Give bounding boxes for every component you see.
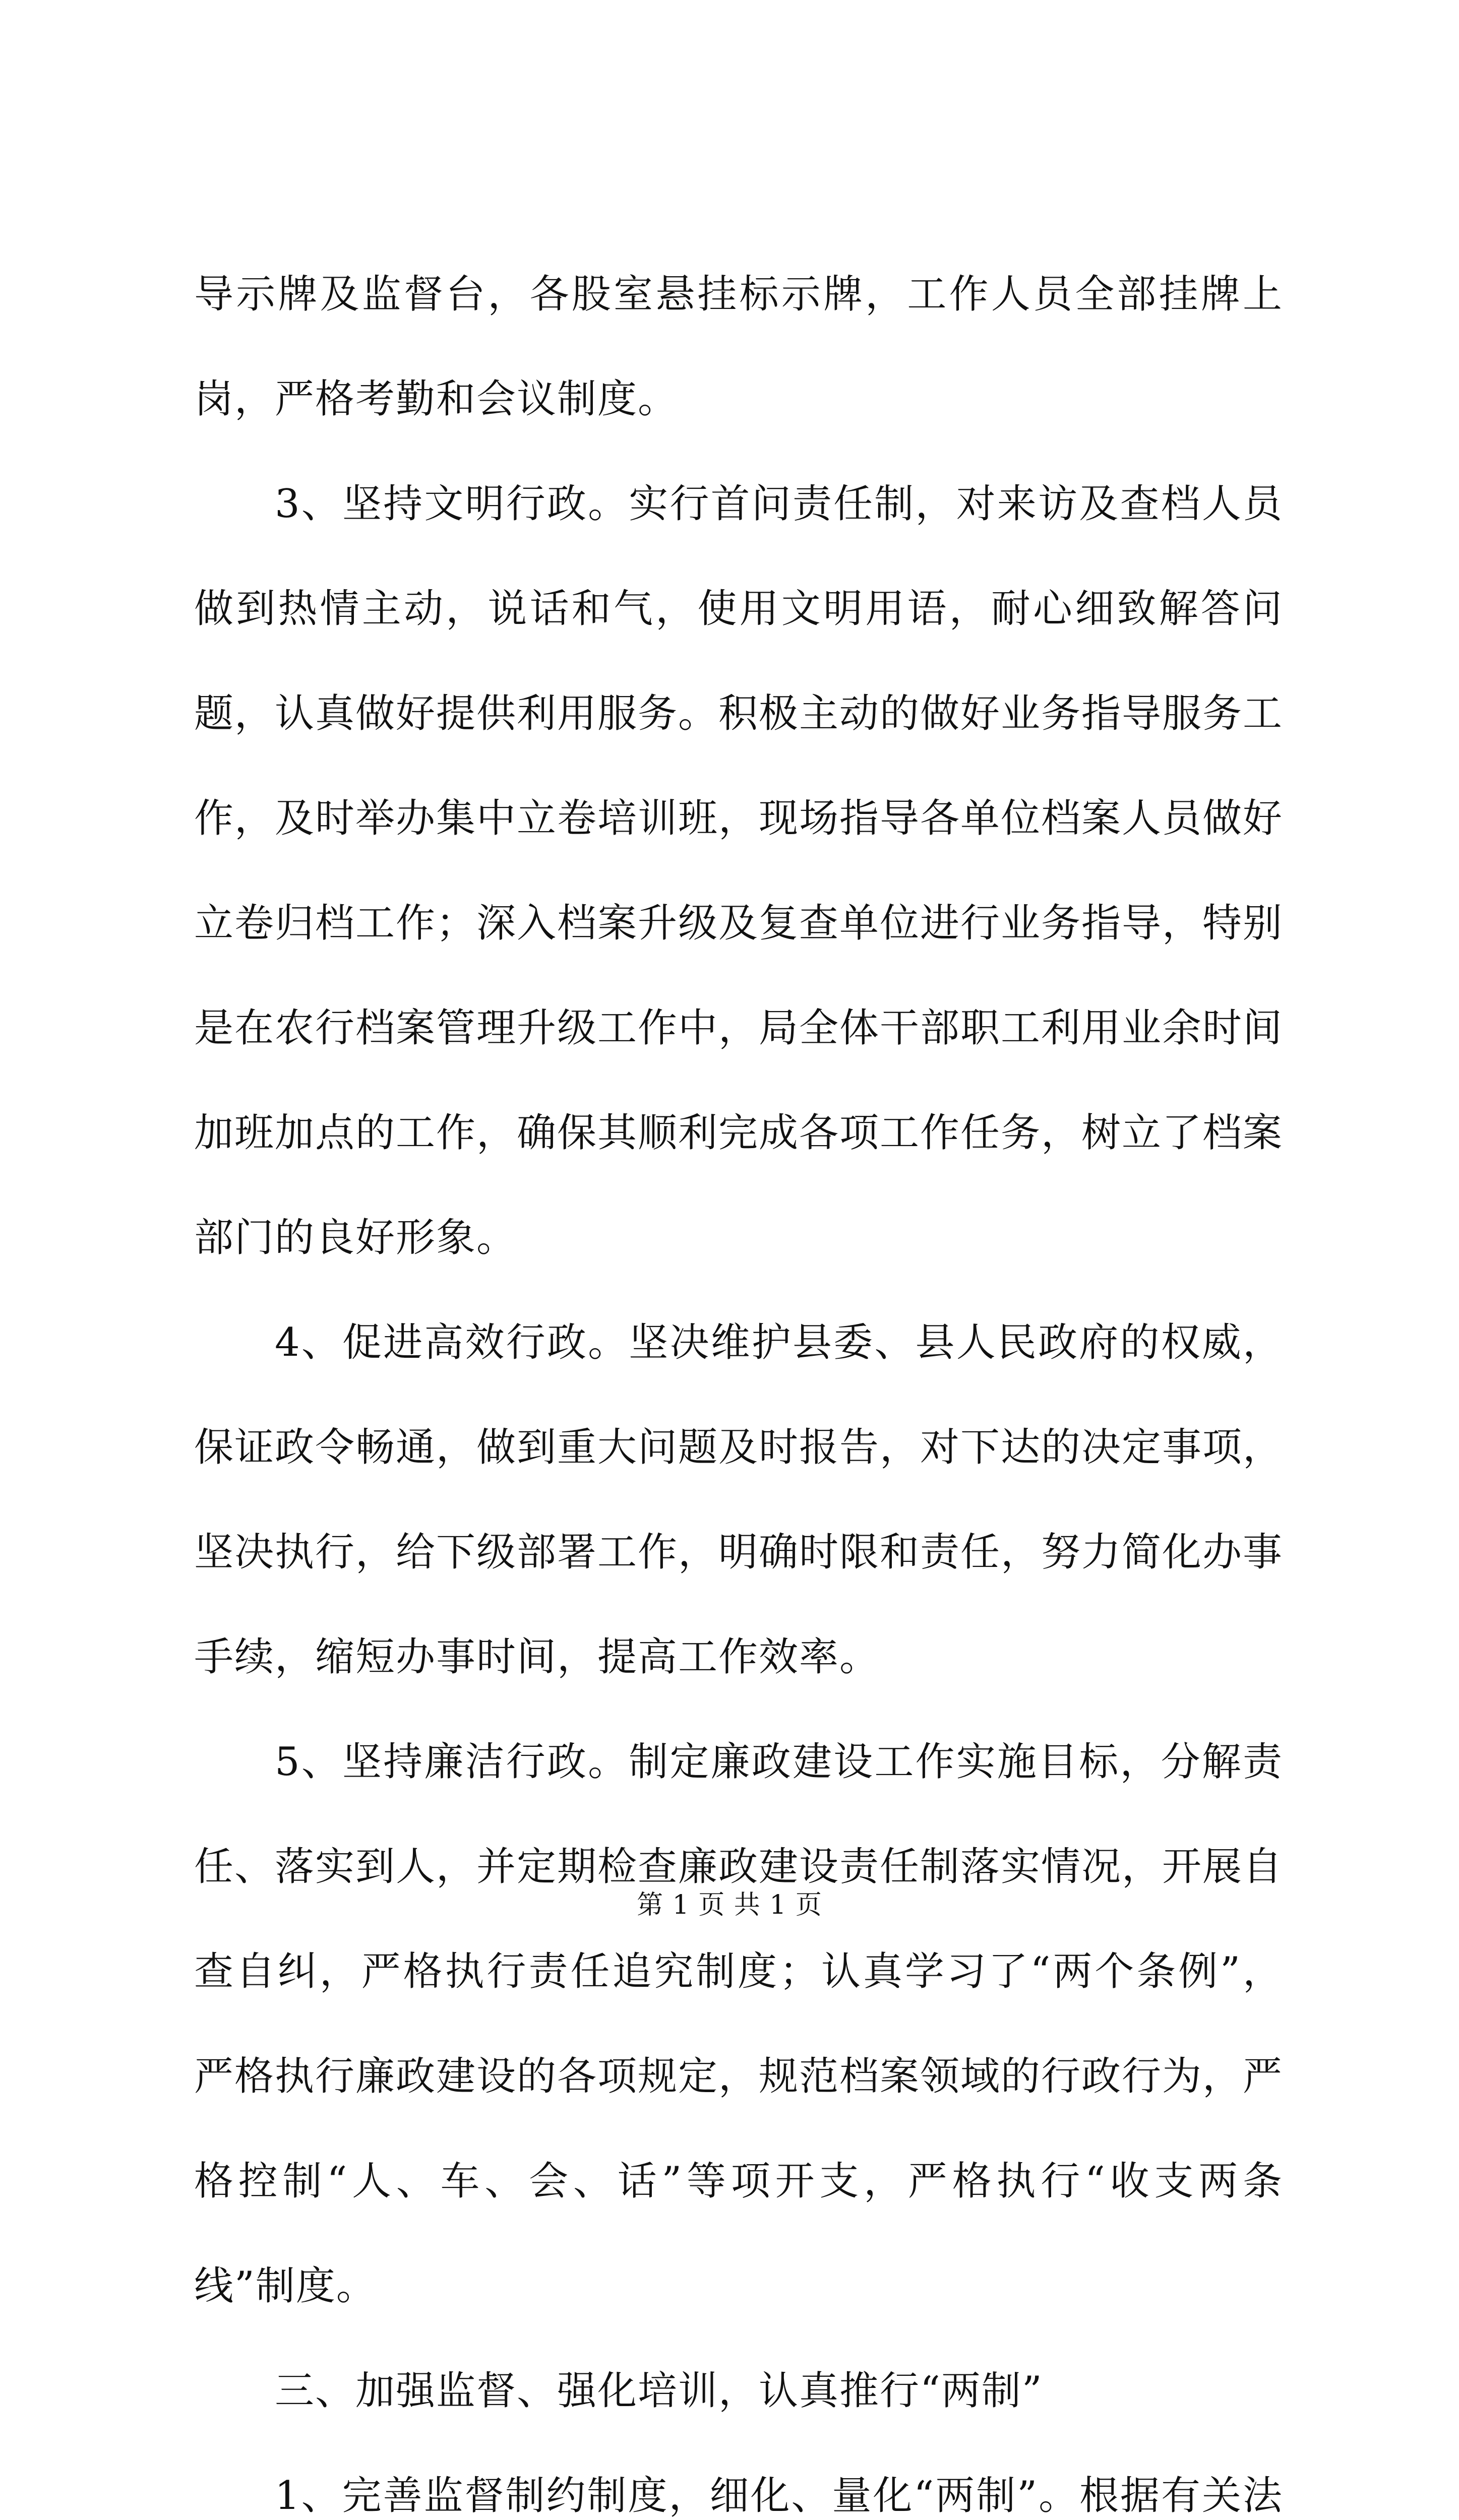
section-heading: 三、加强监督、强化培训，认真推行“两制” xyxy=(275,2368,1043,2414)
paragraph-supervision: 1、完善监督制约制度，细化、量化“两制”。根据有关法 xyxy=(275,2473,1283,2518)
paragraph-clean-administration: 5、坚持廉洁行政。制定廉政建设工作实施目标，分解责任、落实到人，并定期检查廉政建设责任制落实情况，开展自查自纠，严格执行责任追究制度；认真学习了“两个条例”，严格执行廉政建设的各项规定，规范档案领域的行政行为，严格控制“人、车、会、话”等项开支，严格执行“收支两条线”制度。 xyxy=(194,1739,1284,2309)
document-body xyxy=(194,242,1283,2520)
paragraph-continuation: 导示牌及监督台，各股室悬挂标示牌，工作人员全部挂牌上岗，严格考勤和会议制度。 xyxy=(194,272,1283,422)
page-footer: 第 1 页 共 1 页 xyxy=(637,1890,822,1920)
paragraph-efficient-administration: 4、促进高效行政。坚决维护县委、县人民政府的权威，保证政令畅通，做到重大问题及时报告，对下达的决定事项，坚决执行，给下级部署工作，明确时限和责任，努力简化办事手续，缩短办事时间，提高工作效率。 xyxy=(194,1320,1284,1680)
paragraph-civilized-administration: 3、坚持文明行政。实行首问责任制，对来访及查档人员做到热情主动，说话和气，使用文明用语，耐心细致解答问题，认真做好提供利用服务。积极主动的做好业务指导服务工作，及时举办集中立卷培训班，现场指导各单位档案人员做好立卷归档工作；深入档案升级及复查单位进行业务指导，特别是在农行档案管理升级工作中，局全体干部职工利用业余时间加班加点的工作，确保其顺利完成各项工作任务，树立了档案部门的良好形象。 xyxy=(194,481,1284,1261)
